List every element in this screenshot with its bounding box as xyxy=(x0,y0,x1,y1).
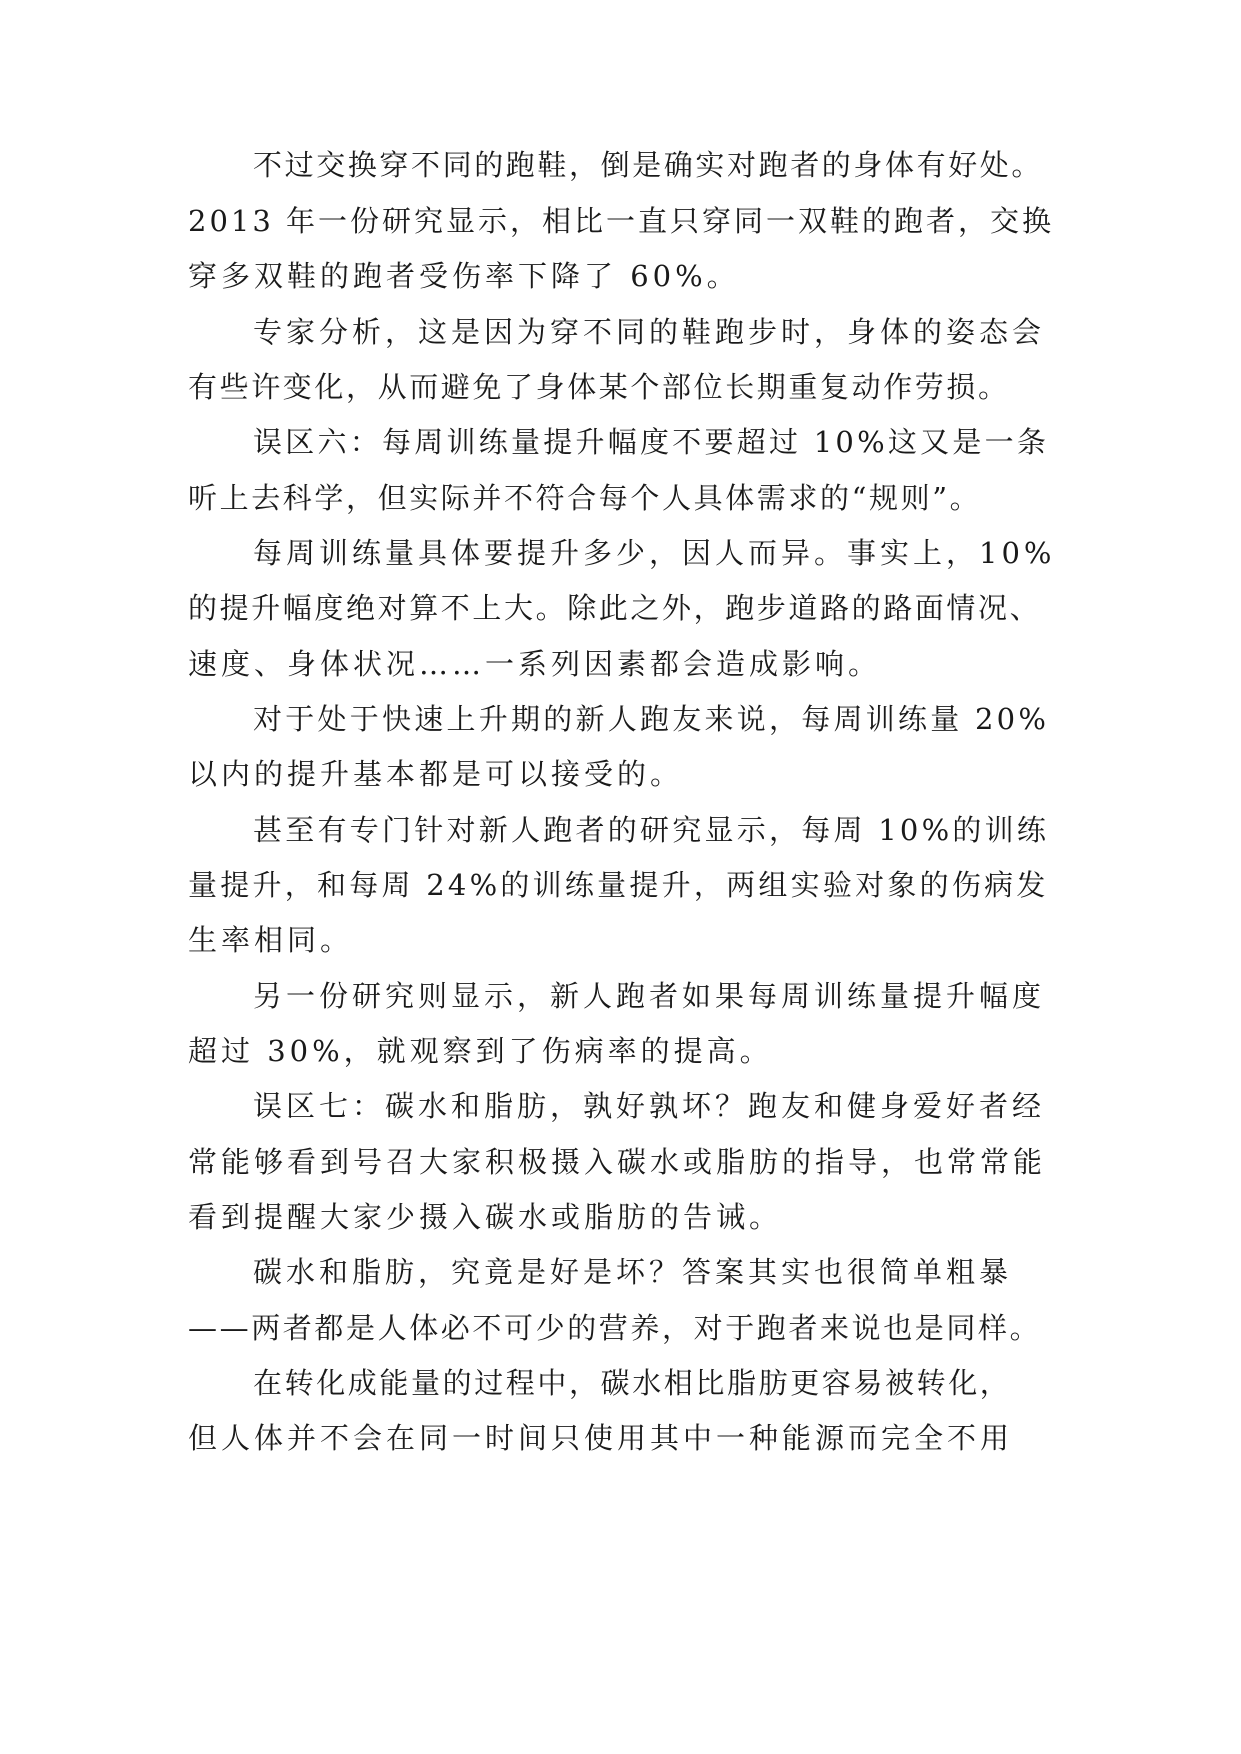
text-line: 的提升幅度绝对算不上大。除此之外，跑步道路的路面情况、 xyxy=(188,591,1042,625)
text-line: 听上去科学，但实际并不符合每个人具体需求的“规则”。 xyxy=(188,481,982,515)
text-line: 但人体并不会在同一时间只使用其中一种能源而完全不用 xyxy=(188,1421,1014,1455)
text-line: 量提升，和每周 24%的训练量提升，两组实验对象的伤病发 xyxy=(188,868,1049,902)
text-line: 误区六：每周训练量提升幅度不要超过 10%这又是一条 xyxy=(253,425,1050,459)
text-line: 对于处于快速上升期的新人跑友来说，每周训练量 20% xyxy=(253,702,1050,736)
text-line: 碳水和脂肪，究竟是好是坏？答案其实也很简单粗暴 xyxy=(253,1255,1013,1289)
text-line: 每周训练量具体要提升多少，因人而异。事实上，10% xyxy=(253,536,1056,570)
text-line: 以内的提升基本都是可以接受的。 xyxy=(188,757,684,791)
text-line: 速度、身体状况……一系列因素都会造成影响。 xyxy=(188,647,882,681)
text-line: 超过 30%，就观察到了伤病率的提高。 xyxy=(188,1034,773,1068)
text-line: 在转化成能量的过程中，碳水相比脂肪更容易被转化， xyxy=(253,1366,1012,1400)
text-line: 2013 年一份研究显示，相比一直只穿同一双鞋的跑者，交换 xyxy=(188,204,1055,238)
text-line: 看到提醒大家少摄入碳水或脂肪的告诫。 xyxy=(188,1200,783,1234)
text-line: 专家分析，这是因为穿不同的鞋跑步时，身体的姿态会 xyxy=(253,315,1046,349)
text-line: 甚至有专门针对新人跑者的研究显示，每周 10%的训练 xyxy=(253,813,1050,847)
text-line: 另一份研究则显示，新人跑者如果每周训练量提升幅度 xyxy=(253,979,1046,1013)
text-line: 有些许变化，从而避免了身体某个部位长期重复动作劳损。 xyxy=(188,370,1010,404)
text-line: ——两者都是人体必不可少的营养，对于跑者来说也是同样。 xyxy=(188,1311,1042,1345)
text-line: 常能够看到号召大家积极摄入碳水或脂肪的指导，也常常能 xyxy=(188,1145,1047,1179)
text-line: 生率相同。 xyxy=(188,923,354,957)
text-line: 穿多双鞋的跑者受伤率下降了 60%。 xyxy=(188,259,740,293)
text-line: 误区七：碳水和脂肪，孰好孰坏？跑友和健身爱好者经 xyxy=(253,1089,1046,1123)
text-line: 不过交换穿不同的跑鞋，倒是确实对跑者的身体有好处。 xyxy=(253,148,1044,182)
